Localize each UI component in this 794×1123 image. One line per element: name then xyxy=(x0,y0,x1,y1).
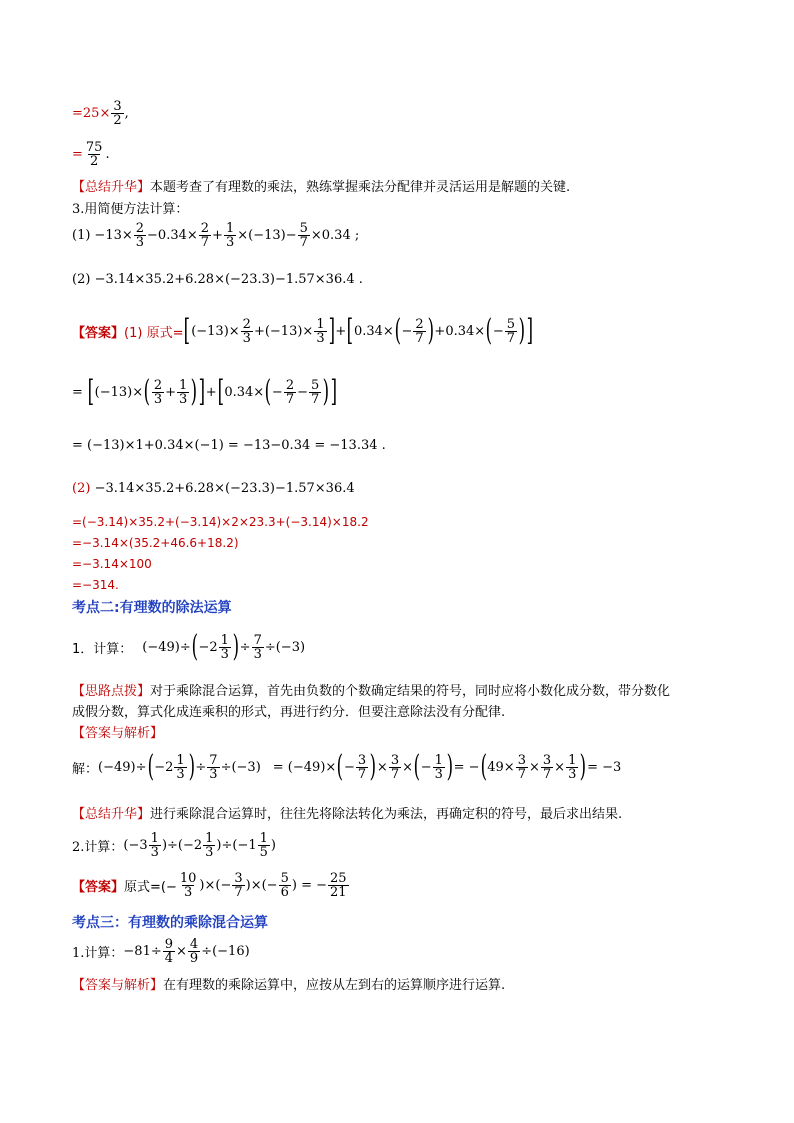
fraction: $\frac{1}{3}$ xyxy=(205,831,214,860)
expr-text: ) xyxy=(270,838,276,853)
expr-text: − xyxy=(401,323,413,339)
paren-open: ( xyxy=(143,374,151,409)
bracket-open: [ xyxy=(217,374,224,409)
question-3-title: 3.用简便方法计算： xyxy=(72,202,189,217)
paren-open: ( xyxy=(480,749,487,784)
paren-open: ( xyxy=(147,749,154,784)
expr-text: , xyxy=(124,106,129,121)
expr-text: −3.14×35.2+6.28×(−23.3)−1.57×36.4 xyxy=(94,481,355,496)
expr-text: (−3 xyxy=(123,838,148,853)
expr-text: + xyxy=(212,228,223,243)
question-label: 1.计算： xyxy=(72,946,124,961)
answer-3-step-1: =(−3.14)×35.2+(−3.14)×2×23.3+(−3.14)×18.2 xyxy=(72,515,369,529)
kp2-solution xyxy=(72,749,622,784)
expr-text: =25 xyxy=(72,106,100,121)
paren-close: ) xyxy=(322,374,330,409)
expr-text: +(−13)× xyxy=(253,323,314,339)
paren-open: ( xyxy=(336,749,344,784)
answer-3-line-3: = (−13)×1+0.34×(−1) = −13−0.34 = −13.34 . xyxy=(72,438,386,453)
expr-text: (−49)÷ xyxy=(142,639,191,655)
paren-close: ) xyxy=(446,749,453,784)
expr-text: 0.34× xyxy=(224,384,265,400)
expr-text: − xyxy=(297,384,309,400)
expr-text: − xyxy=(420,759,432,775)
fraction: $\frac{1}{3}$ xyxy=(179,377,188,407)
expr-text: (1) 原式= xyxy=(124,325,184,341)
expr-text: )×(− xyxy=(245,878,278,893)
kp2-answer-2 xyxy=(72,872,350,899)
fraction: $\frac{5}{6}$ xyxy=(280,871,289,900)
answer-3-step-3: =−3.14×100 xyxy=(72,557,152,571)
paren-open: ( xyxy=(413,749,421,784)
section-title-kp2: 考点二:有理数的除法运算 xyxy=(72,600,232,616)
fraction: $\frac{5}{7}$ xyxy=(506,316,516,346)
fraction: $\frac{3}{7}$ xyxy=(357,752,367,782)
expr-text: )÷(−2 xyxy=(161,838,203,853)
expr-text: )÷(−1 xyxy=(216,838,257,853)
answer-tag: 【答案】 xyxy=(72,325,125,341)
expr-text: × xyxy=(554,759,566,775)
expr-text: ×0.34 ; xyxy=(310,228,360,243)
fraction: $\frac{1}{3}$ xyxy=(225,221,235,250)
kp2-hint-line-2: 成假分数，算式化成连乘积的形式，再进行约分．但要注意除法没有分配律. xyxy=(72,705,506,720)
expr-text: (−49)÷ xyxy=(98,759,147,775)
part-label: (2) xyxy=(72,481,91,496)
expr-text: −2 xyxy=(154,759,174,775)
expr-text: − xyxy=(492,323,504,339)
answer-3-step-2: =−3.14×(35.2+46.6+18.2) xyxy=(72,536,239,550)
answer-tag: 【答案】 xyxy=(72,880,125,895)
part-label: (1) xyxy=(72,228,91,243)
expr-text: ÷ xyxy=(239,639,251,655)
expr-text: = xyxy=(72,384,83,400)
paren-open: ( xyxy=(191,629,198,664)
summary-text: 进行乘除混合运算时，往往先将除法转化为乘法，再确定积的符号，最后求出结果. xyxy=(150,807,623,822)
fraction: $\frac{2}{7}$ xyxy=(415,316,424,346)
expr-text: × xyxy=(402,759,413,775)
kp3-question-1 xyxy=(72,938,250,965)
bracket-open: [ xyxy=(184,313,191,348)
question-3-part-2 xyxy=(72,272,363,288)
expr-text: 0.34× xyxy=(353,323,394,339)
fraction: $\frac{7}{3}$ xyxy=(209,752,218,782)
paren-close: ) xyxy=(369,749,377,784)
fraction: $\frac{5}{7}$ xyxy=(311,377,320,407)
hint-tag: 【思路点拨】 xyxy=(72,684,151,699)
fraction: $\frac{3}{2}$ xyxy=(113,99,122,128)
fraction: $\frac{25}{21}$ xyxy=(329,871,347,900)
expr-text: ÷ xyxy=(195,759,207,775)
expr-text: × xyxy=(376,759,388,775)
bracket-open: [ xyxy=(346,313,354,348)
expr-text: = − xyxy=(453,759,480,775)
fraction: $\frac{1}{3}$ xyxy=(176,752,185,782)
answer-3-part-2 xyxy=(72,481,355,497)
summary-text: 本题考查了有理数的乘法，熟练掌握乘法分配律并灵活运用是解题的关键. xyxy=(150,180,571,195)
expr-text: (−13)× xyxy=(94,384,144,400)
expr-text: −3.14×35.2+6.28×(−23.3)−1.57×36.4 . xyxy=(94,272,363,287)
question-label: 1．计算： xyxy=(72,641,133,657)
answer-tag: 【答案与解析】 xyxy=(72,978,164,993)
answer-3-line-2 xyxy=(72,374,338,409)
calc-line-2 xyxy=(72,141,110,168)
expr-text: − xyxy=(271,384,283,400)
expr-text: = xyxy=(72,147,83,162)
expr-text: −0.34× xyxy=(147,228,198,243)
expr-text: − xyxy=(344,759,355,775)
fraction: $\frac{2}{7}$ xyxy=(285,377,295,407)
fraction: $\frac{3}{7}$ xyxy=(517,752,526,782)
answer-text: 在有理数的乘除运算中，应按从左到右的运算顺序进行运算. xyxy=(163,978,506,993)
calc-line-1 xyxy=(72,100,129,127)
expr-text: × xyxy=(176,944,187,959)
expr-text: ÷(−16) xyxy=(201,944,250,959)
fraction: $\frac{2}{7}$ xyxy=(200,221,210,250)
expr-text: = (−49)× xyxy=(272,759,337,775)
summary-tag: 【总结升华】 xyxy=(72,807,151,822)
hint-text: 对于乘除混合运算，首先由负数的个数确定结果的符号，同时应将小数化成分数，带分数化 xyxy=(150,684,671,699)
fraction: $\frac{1}{3}$ xyxy=(316,316,325,346)
fraction: $\frac{2}{3}$ xyxy=(242,316,251,346)
paren-close: ) xyxy=(579,749,587,784)
paren-close: ) xyxy=(232,629,240,664)
expr-text: (−13)× xyxy=(191,323,240,339)
kp2-question-1 xyxy=(72,629,306,664)
expr-text: ÷(−3) xyxy=(264,639,306,655)
kp2-summary xyxy=(72,807,622,823)
expr-text: 49× xyxy=(487,759,515,775)
fraction: $\frac{1}{3}$ xyxy=(568,752,577,782)
paren-open: ( xyxy=(394,313,401,348)
fraction: $\frac{1}{5}$ xyxy=(259,831,268,860)
expr-text: 原式=(− xyxy=(124,880,177,895)
fraction: $\frac{2}{3}$ xyxy=(153,377,163,407)
paren-open: ( xyxy=(485,313,493,348)
bracket-close: ] xyxy=(330,374,338,409)
kp2-question-2 xyxy=(72,832,276,859)
question-label: 2.计算： xyxy=(72,840,124,855)
fraction: $\frac{3}{7}$ xyxy=(234,871,243,900)
fraction: $\frac{7}{3}$ xyxy=(253,632,262,662)
expr-text: −13× xyxy=(94,228,133,243)
fraction: $\frac{5}{7}$ xyxy=(299,221,308,250)
kp2-answer-tag: 【答案与解析】 xyxy=(72,726,164,741)
expr-text: × xyxy=(528,759,540,775)
answer-3-line-1 xyxy=(72,313,534,348)
solution-label: 解： xyxy=(72,761,99,777)
summary-1 xyxy=(72,180,570,196)
fraction: $\frac{2}{3}$ xyxy=(135,221,145,250)
expr-text: −2 xyxy=(198,639,218,655)
paren-close: ) xyxy=(518,313,526,348)
expr-text: + xyxy=(335,323,347,339)
answer-3-step-4: =−314. xyxy=(72,578,119,592)
fraction: $\frac{3}{7}$ xyxy=(542,752,552,782)
expr-text: + xyxy=(205,384,217,400)
expr-text: . xyxy=(105,147,110,162)
bracket-close: ] xyxy=(526,313,533,348)
summary-tag: 【总结升华】 xyxy=(72,180,151,195)
expr-text: × xyxy=(99,106,111,121)
expr-text: ×(−13)− xyxy=(237,228,297,243)
expr-text: +0.34× xyxy=(434,323,486,339)
kp3-answer xyxy=(72,978,505,994)
fraction: $\frac{10}{3}$ xyxy=(179,871,197,900)
expr-text: + xyxy=(165,384,177,400)
expr-text: = −3 xyxy=(587,759,622,775)
question-3-part-1 xyxy=(72,222,359,249)
fraction: $\frac{4}{9}$ xyxy=(189,937,199,966)
expr-text: )×(− xyxy=(199,878,232,893)
fraction: $\frac{9}{4}$ xyxy=(164,937,174,966)
paren-close: ) xyxy=(190,374,198,409)
fraction: $\frac{3}{7}$ xyxy=(390,752,400,782)
bracket-close: ] xyxy=(198,374,206,409)
section-title-kp3: 考点三：有理数的乘除混合运算 xyxy=(72,915,268,931)
paren-open: ( xyxy=(264,374,272,409)
expr-text: ÷(−3) xyxy=(220,759,261,775)
fraction: $\frac{1}{3}$ xyxy=(220,632,229,662)
fraction: $\frac{1}{3}$ xyxy=(150,831,159,860)
bracket-open: [ xyxy=(87,374,94,409)
fraction: $\frac{75}{2}$ xyxy=(85,140,103,169)
bracket-close: ] xyxy=(328,313,335,348)
expr-text: ) = − xyxy=(291,878,327,893)
paren-close: ) xyxy=(427,313,434,348)
kp2-hint-line-1 xyxy=(72,684,670,700)
expr-text: −81÷ xyxy=(123,944,162,959)
fraction: $\frac{1}{3}$ xyxy=(434,752,443,782)
part-label: (2) xyxy=(72,272,91,287)
paren-close: ) xyxy=(188,749,195,784)
